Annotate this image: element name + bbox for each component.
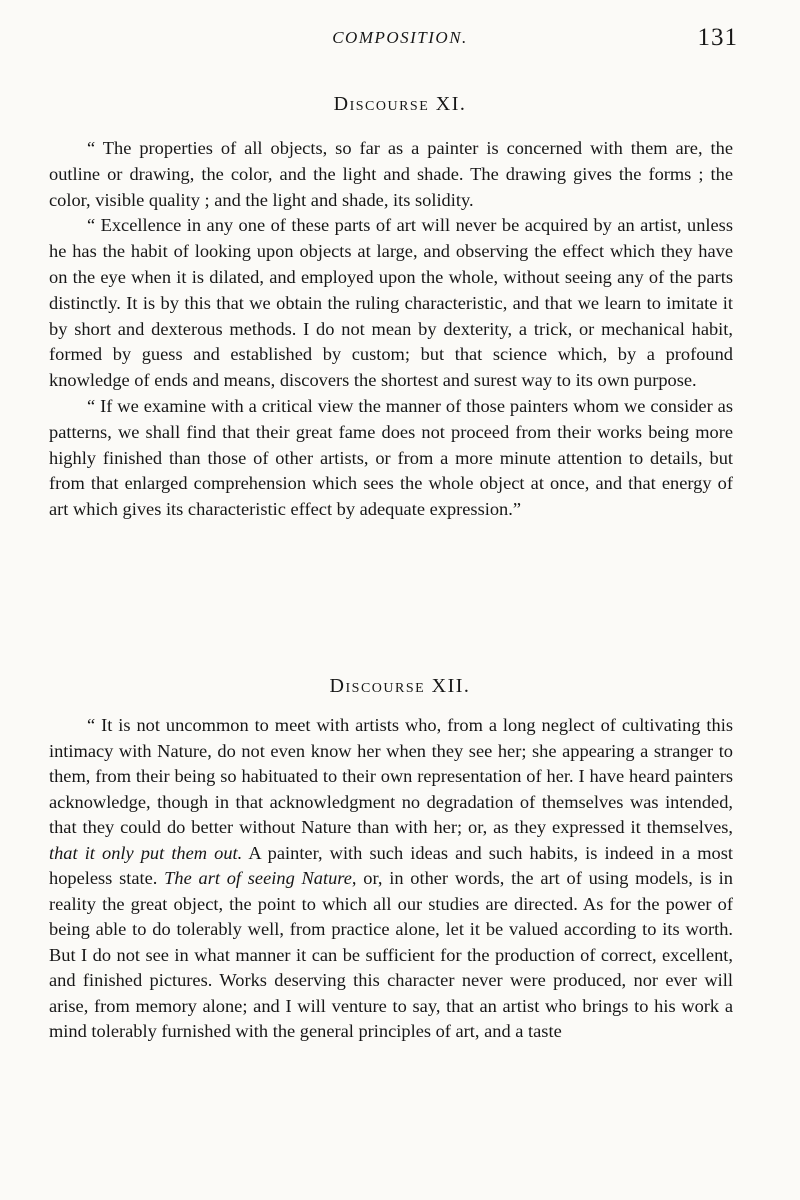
running-head bbox=[0, 24, 800, 58]
text-run: “ It is not uncommon to meet with artists who, from a long neglect of cultivating this intimacy with Nature, do not even know her when they see her; she appearing a stranger to them, from their being so habituated to their own representation of her. I have heard painters acknowledge, though in that acknowledgment no degradation of themselves was intended, that they could do better without Nature than with her; or, as they expressed it themselves, bbox=[49, 715, 733, 837]
italic-phrase: The art of seeing Nature bbox=[164, 868, 352, 888]
italic-phrase: that it only put them out. bbox=[49, 842, 243, 863]
discourse-xi-body bbox=[49, 136, 733, 523]
text-run: , or, in other words, the art of using models, is in reality the great object, the point to which all our studies are directed. As for the power of being able to do tolerably well, from practice alone, let it be valued according to its worth. But I do not see in what manner it can be sufficient for the production of correct, excellent, and finished pictures. Works deserving this character never were produced, nor ever will arise, from memory alone; and I will venture to say, that an artist who brings to his work a mind tolerably furnished with the general principles of art, and a taste bbox=[49, 868, 733, 1041]
text-run: A painter, with such ideas and such habits, is indeed in a most hopeless state. bbox=[49, 842, 733, 888]
discourse-xi-paragraph-1: “ The properties of all objects, so far as a painter is concerned with them are, the outline or drawing, the color, and the light and shade. The drawing gives the forms ; the color, visible quality ; and the light and shade, its solidity. bbox=[49, 138, 733, 210]
running-title: COMPOSITION. bbox=[332, 28, 468, 47]
discourse-xi-heading: Discourse XI. bbox=[333, 93, 467, 115]
page-number: 131 bbox=[697, 24, 738, 51]
discourse-xi-paragraph-2: “ Excellence in any one of these parts of art will never be acquired by an artist, unless he has the habit of looking upon objects at large, and observing the effect which they have on the eye when it is dilated, and employed upon the whole, without seeing any of the parts distinctly. It is by this that we obtain the ruling characteristic, and that we learn to imitate it by short and dexterous methods. I do not mean by dexterity, a trick, or mechanical habit, formed by guess and established by custom; but that science which, by a profound knowledge of ends and means, discovers the shortest and surest way to its own purpose. bbox=[49, 215, 733, 391]
discourse-xii-body bbox=[49, 713, 733, 1045]
discourse-xi-paragraph-3: “ If we examine with a critical view the manner of those painters whom we consider as patterns, we shall find that their great fame does not proceed from their works being more highly finished than those of other artists, or from a more minute attention to details, but from that enlarged comprehension which sees the whole object at once, and that energy of art which gives its characteristic effect by adequate expression.” bbox=[49, 395, 733, 520]
discourse-xii-paragraph-1 bbox=[49, 713, 733, 1045]
discourse-xii-heading: Discourse XII. bbox=[329, 675, 471, 697]
